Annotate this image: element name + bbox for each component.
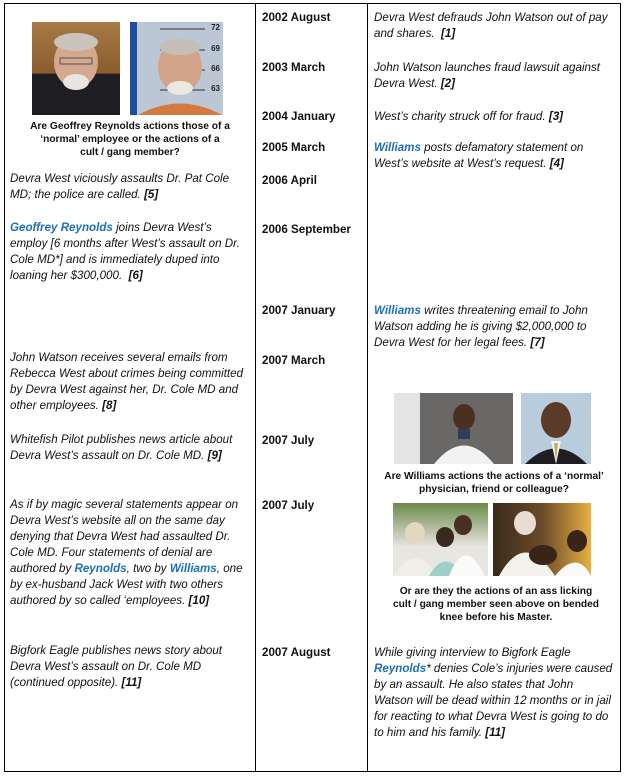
person-name-williams: Williams xyxy=(374,141,421,154)
event-2007-january: Williams writes threatening email to John Watson adding he is giving $2,000,000 to Devra West for her legal fees. [7] xyxy=(374,304,588,349)
date-label: 2002 August xyxy=(262,11,331,24)
event-2007-august-bigfork: Bigfork Eagle publishes news story about Devra West’s assault on Dr. Cole MD (continued opposite). [11] xyxy=(10,644,223,689)
date-label: 2006 September xyxy=(262,223,351,236)
people-group-icon xyxy=(393,503,488,576)
cult-photo-2 xyxy=(493,503,591,576)
column-divider xyxy=(367,4,368,771)
date-label: 2003 March xyxy=(262,61,326,74)
event-2006-september: Geoffrey Reynolds joins Devra West’s employ [6 months after West’s assault on Dr. Cole MD*] and is immediately duped into loaning her $300,000. [6] xyxy=(10,221,240,282)
date-label: 2007 July xyxy=(262,499,315,512)
height-mark: 66 xyxy=(211,64,220,73)
event-2003-march: John Watson launches fraud lawsuit against Devra West. [2] xyxy=(374,61,600,90)
person-silhouette-icon xyxy=(32,22,120,115)
date-label: 2007 August xyxy=(262,646,331,659)
event-2007-july-whitefish: Whitefish Pilot publishes news article about Devra West’s assault on Dr. Cole MD. [9] xyxy=(10,433,233,462)
date-label: 2004 January xyxy=(262,110,336,123)
event-2007-march: John Watson receives several emails from Rebecca West about crimes being committed by Devra West against her, Dr. Cole MD and other employees. [8] xyxy=(10,351,244,412)
person-name-reynolds: Reynolds xyxy=(374,662,427,675)
height-mark: 72 xyxy=(211,23,220,32)
event-2007-august: While giving interview to Bigfork Eagle Reynolds* denies Cole’s injuries were caused by an assault. He also states that John Watson will be dead within 12 months or in jail for reacting to what Devra West is going to do to him and his family. [11] xyxy=(374,646,613,739)
reynolds-portrait-photo xyxy=(32,22,120,115)
person-silhouette-icon xyxy=(394,393,513,464)
height-mark: 69 xyxy=(211,44,220,53)
height-chart-icon xyxy=(130,22,223,115)
person-name-williams: Williams xyxy=(169,562,217,575)
event-2005-march: Williams posts defamatory statement on West’s website at West’s request. [4] xyxy=(374,141,584,170)
person-silhouette-icon xyxy=(521,393,591,464)
event-2004-january: West’s charity struck off for fraud. [3] xyxy=(374,110,564,123)
people-group-icon xyxy=(493,503,591,576)
event-2006-april: Devra West viciously assaults Dr. Pat Cole MD; the police are called. [5] xyxy=(10,172,230,201)
date-label: 2007 March xyxy=(262,354,326,367)
cult-photo-1 xyxy=(393,503,488,576)
column-divider xyxy=(255,4,256,771)
williams-hospital-photo xyxy=(394,393,513,464)
williams-caption-1: Are Williams actions the actions of a ‘normal’ physician, friend or colleague? xyxy=(384,471,604,495)
date-label: 2007 July xyxy=(262,434,315,447)
williams-caption-2: Or are they the actions of an ass licking cult / gang member seen above on bended knee before his Master. xyxy=(392,586,600,623)
reynolds-caption: Are Geoffrey Reynolds actions those of a ‘normal’ employee or the actions of a cult / gang member? xyxy=(30,121,230,158)
person-name-reynolds: Geoffrey Reynolds xyxy=(10,221,113,234)
event-2002-august: Devra West defrauds John Watson out of pay and shares. [1] xyxy=(374,11,608,40)
person-name-reynolds: Reynolds xyxy=(74,562,127,575)
person-name-williams: Williams xyxy=(374,304,421,317)
date-label: 2005 March xyxy=(262,141,326,154)
reynolds-mugshot-photo xyxy=(130,22,223,115)
williams-portrait-photo xyxy=(521,393,591,464)
height-mark: 63 xyxy=(211,84,220,93)
date-label: 2006 April xyxy=(262,174,317,187)
date-label: 2007 January xyxy=(262,304,336,317)
event-2007-july-statements: As if by magic several statements appear on Devra West’s website all on the same day denying that Devra West had assaulted Dr. Cole MD. Four statements of denial are authored by Reynolds, two by Williams, one by ex-husband Jack West with two others authored by so called ‘employees. [10] xyxy=(10,498,243,607)
